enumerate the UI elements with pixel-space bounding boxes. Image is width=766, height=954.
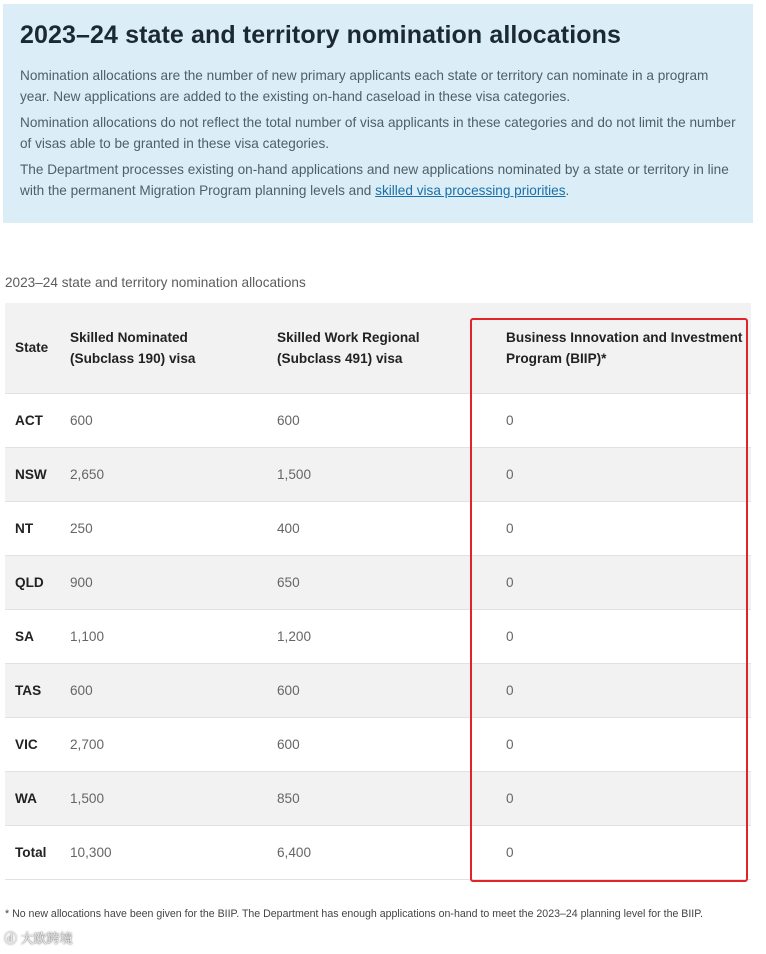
- cell-state: SA: [5, 609, 70, 663]
- cell-state: VIC: [5, 717, 70, 771]
- cell-biip: 0: [497, 717, 751, 771]
- cell-subclass-491: 6,400: [277, 825, 497, 879]
- cell-subclass-491: 1,200: [277, 609, 497, 663]
- cell-state: WA: [5, 771, 70, 825]
- cell-subclass-190: 2,700: [70, 717, 277, 771]
- cell-biip: 0: [497, 447, 751, 501]
- header-state: State: [5, 303, 70, 393]
- table-row: [5, 501, 751, 555]
- table-row: [5, 447, 751, 501]
- watermark-text: 大欧跨境: [20, 931, 73, 946]
- cell-subclass-190: 600: [70, 393, 277, 447]
- cell-biip: 0: [497, 393, 751, 447]
- cell-state: NT: [5, 501, 70, 555]
- table-row: [5, 717, 751, 771]
- cell-subclass-491: 600: [277, 717, 497, 771]
- cell-biip: 0: [497, 609, 751, 663]
- header-biip-label: Business Innovation and Investment Program (BIIP)*: [506, 329, 743, 366]
- cell-subclass-491: 850: [277, 771, 497, 825]
- table-footnote: * No new allocations have been given for the BIIP. The Department has enough applications on-hand to meet the 2023–24 planning level for the BIIP.: [5, 908, 703, 920]
- cell-subclass-491: 600: [277, 393, 497, 447]
- cell-subclass-190: 1,100: [70, 609, 277, 663]
- cell-subclass-491: 650: [277, 555, 497, 609]
- watermark-logo-icon: ⓓ: [4, 931, 18, 946]
- cell-biip: 0: [497, 663, 751, 717]
- info-paragraph-3-end: .: [565, 183, 570, 198]
- cell-biip: 0: [497, 501, 751, 555]
- table-row: [5, 393, 751, 447]
- cell-subclass-190: 10,300: [70, 825, 277, 879]
- cell-biip: 0: [497, 555, 751, 609]
- cell-state: ACT: [5, 393, 70, 447]
- table-row: [5, 771, 751, 825]
- cell-subclass-491: 600: [277, 663, 497, 717]
- page-title: 2023–24 state and territory nomination allocations: [20, 21, 622, 49]
- info-panel: [3, 4, 753, 223]
- cell-state: NSW: [5, 447, 70, 501]
- table-header-row: [5, 303, 751, 393]
- cell-biip: 0: [497, 771, 751, 825]
- table-caption: 2023–24 state and territory nomination allocations: [5, 275, 306, 290]
- table-total-row: [5, 825, 751, 879]
- cell-state: TAS: [5, 663, 70, 717]
- cell-state: Total: [5, 825, 70, 879]
- table-row: [5, 609, 751, 663]
- cell-subclass-190: 2,650: [70, 447, 277, 501]
- info-paragraph-3: [20, 159, 736, 201]
- cell-biip: 0: [497, 825, 751, 879]
- header-subclass-190: [70, 303, 277, 393]
- watermark: [4, 928, 73, 947]
- cell-subclass-190: 1,500: [70, 771, 277, 825]
- header-subclass-190-label: Skilled Nominated (Subclass 190) visa: [70, 329, 196, 366]
- table-row: [5, 555, 751, 609]
- header-biip: [497, 303, 751, 393]
- cell-subclass-491: 1,500: [277, 447, 497, 501]
- info-paragraph-3-text: The Department processes existing on-hand applications and new applications nominated by a state or territory in line with the permanent Migration Program planning levels and: [20, 162, 729, 198]
- table-row: [5, 663, 751, 717]
- allocations-table: [5, 303, 751, 880]
- header-subclass-491: [277, 303, 497, 393]
- processing-priorities-link[interactable]: skilled visa processing priorities: [375, 183, 566, 198]
- info-paragraph-1: Nomination allocations are the number of new primary applicants each state or territory can nominate in a program year. New applications are added to the existing on-hand caseload in these visa categories.: [20, 68, 709, 104]
- cell-subclass-491: 400: [277, 501, 497, 555]
- cell-subclass-190: 600: [70, 663, 277, 717]
- cell-subclass-190: 900: [70, 555, 277, 609]
- cell-subclass-190: 250: [70, 501, 277, 555]
- cell-state: QLD: [5, 555, 70, 609]
- info-paragraph-2: Nomination allocations do not reflect the total number of visa applicants in these categories and do not limit the number of visas able to be granted in these visa categories.: [20, 115, 736, 151]
- header-subclass-491-label: Skilled Work Regional (Subclass 491) visa: [277, 329, 420, 366]
